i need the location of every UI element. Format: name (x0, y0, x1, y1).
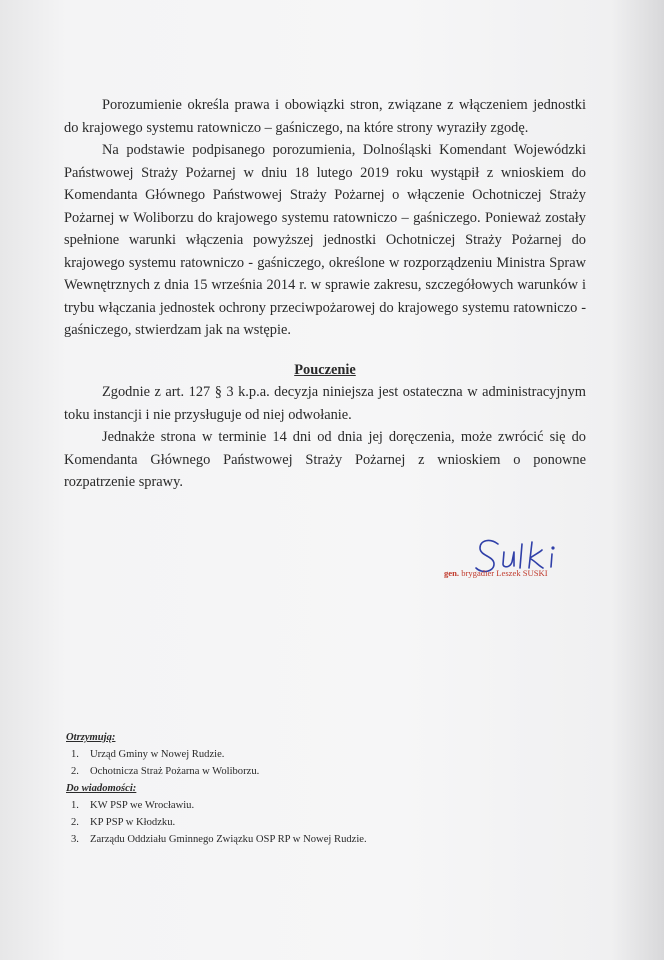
distribution-list (66, 729, 486, 848)
paragraph-agreement: Porozumienie określa prawa i obowiązki stron, związane z włączeniem jednostki do krajowego systemu ratowniczo – gaśniczego, na które strony wyraziły zgodę. (64, 97, 586, 136)
recipients-list (66, 746, 486, 780)
list-item: 3. Zarządu Oddziału Gminnego Związku OSP RP w Nowej Rudzie. (71, 834, 367, 845)
paragraph-justification: Na podstawie podpisanego porozumienia, Dolnośląski Komendant Wojewódzki Państwowej Straży Pożarnej w dniu 18 lutego 2019 roku wystąpił z wnioskiem do Komendanta Głównego Państwowej Straży Pożarnej o włączenie Ochotniczej Straży Pożarnej w Woliborzu do krajowego systemu ratowniczo – gaśniczego. Ponieważ zostały spełnione warunki włączenia powyższej jednostki Ochotniczej Straży Pożarnej do krajowego systemu ratowniczo - gaśniczego, określone w rozporządzeniu Ministra Spraw Wewnętrznych z dnia 15 września 2014 r. w sprawie zakresu, szczegółowych warunków i trybu włączania jednostek ochrony przeciwpożarowej do krajowego systemu ratowniczo - gaśniczego, stwierdzam jak na wstępie. (64, 142, 586, 338)
list-item: 1. KW PSP we Wrocławiu. (71, 800, 195, 811)
list-item: 2. Ochotnicza Straż Pożarna w Woliborzu. (71, 766, 260, 777)
signatory-caption (444, 568, 548, 578)
instruction-paragraph-final: Zgodnie z art. 127 § 3 k.p.a. decyzja niniejsza jest ostateczna w administracyjnym toku instancji i nie przysługuje od niej odwołanie. (64, 384, 586, 423)
handwritten-signature (440, 534, 600, 590)
instruction-paragraph-appeal: Jednakże strona w terminie 14 dni od dnia jej doręczenia, może zwrócić się do Komendanta Głównego Państwowej Straży Pożarnej z wnioskiem o ponowne rozpatrzenie sprawy. (64, 429, 586, 490)
decision-body (64, 94, 586, 494)
signatory-name: brygadier Leszek SUSKI (461, 568, 548, 578)
cc-list (66, 797, 486, 848)
recipients-heading: Otrzymują: (66, 732, 116, 743)
list-item: 1. Urząd Gminy w Nowej Rudzie. (71, 749, 225, 760)
signatory-rank-abbrev: gen. (444, 568, 460, 578)
cc-heading: Do wiadomości: (66, 783, 137, 794)
list-item: 2. KP PSP w Kłodzku. (71, 817, 176, 828)
instruction-heading: Pouczenie (294, 361, 356, 378)
